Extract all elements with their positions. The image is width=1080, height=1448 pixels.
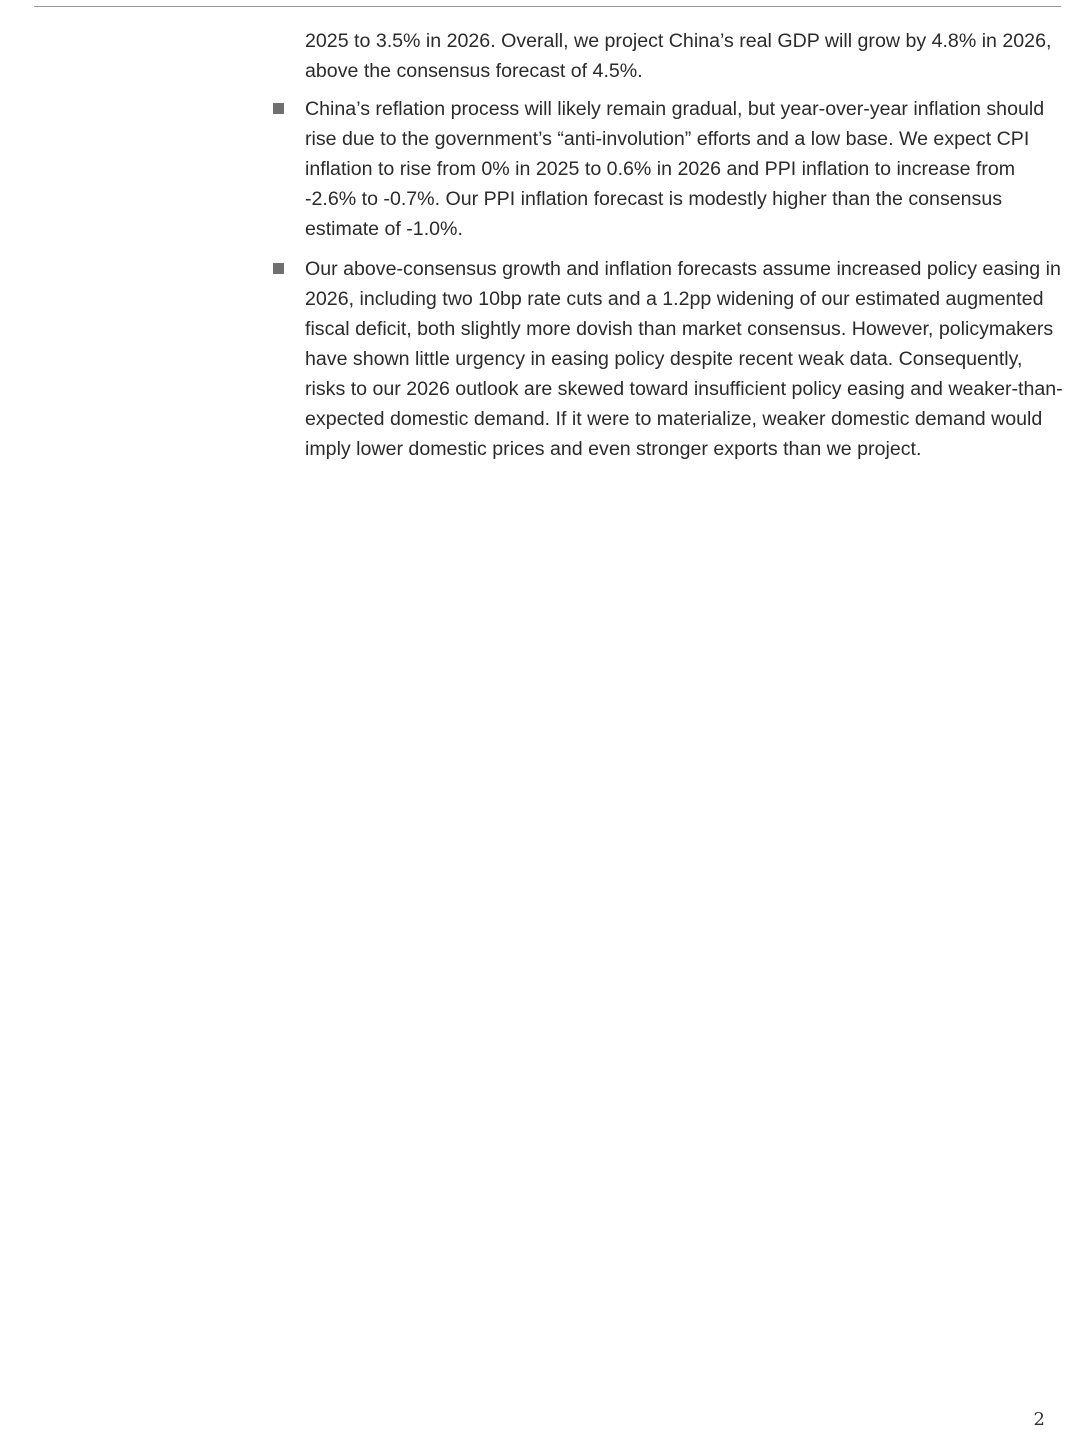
square-bullet-icon [273, 263, 284, 274]
paragraph-gdp-continuation: 2025 to 3.5% in 2026. Overall, we project China’s real GDP will grow by 4.8% in 2026, above the consensus forecast of 4.5%. [305, 30, 1052, 82]
square-bullet-icon [273, 103, 284, 114]
top-divider [34, 6, 1061, 7]
paragraph-reflation: China’s reflation process will likely remain gradual, but year-over-year inflation should rise due to the government’s “anti-involution” efforts and a low base. We expect CPI inflation to rise from 0% in 2025 to 0.6% in 2026 and PPI inflation to increase from -2.6% to -0.7%. Our PPI inflation forecast is modestly higher than the consensus estimate of -1.0%. [305, 98, 1045, 240]
page-number: 2 [1033, 1409, 1045, 1430]
paragraph-policy-easing: Our above-consensus growth and inflation forecasts assume increased policy easing in 2026, including two 10bp rate cuts and a 1.2pp widening of our estimated augmented fiscal deficit, both slightly more dovish than market consensus. However, policymakers have shown little urgency in easing policy despite recent weak data. Consequently, risks to our 2026 outlook are skewed toward insufficient policy easing and weaker-than-expected domestic demand. If it were to materialize, weaker domestic demand would imply lower domestic prices and even stronger exports than we project. [305, 258, 1063, 460]
